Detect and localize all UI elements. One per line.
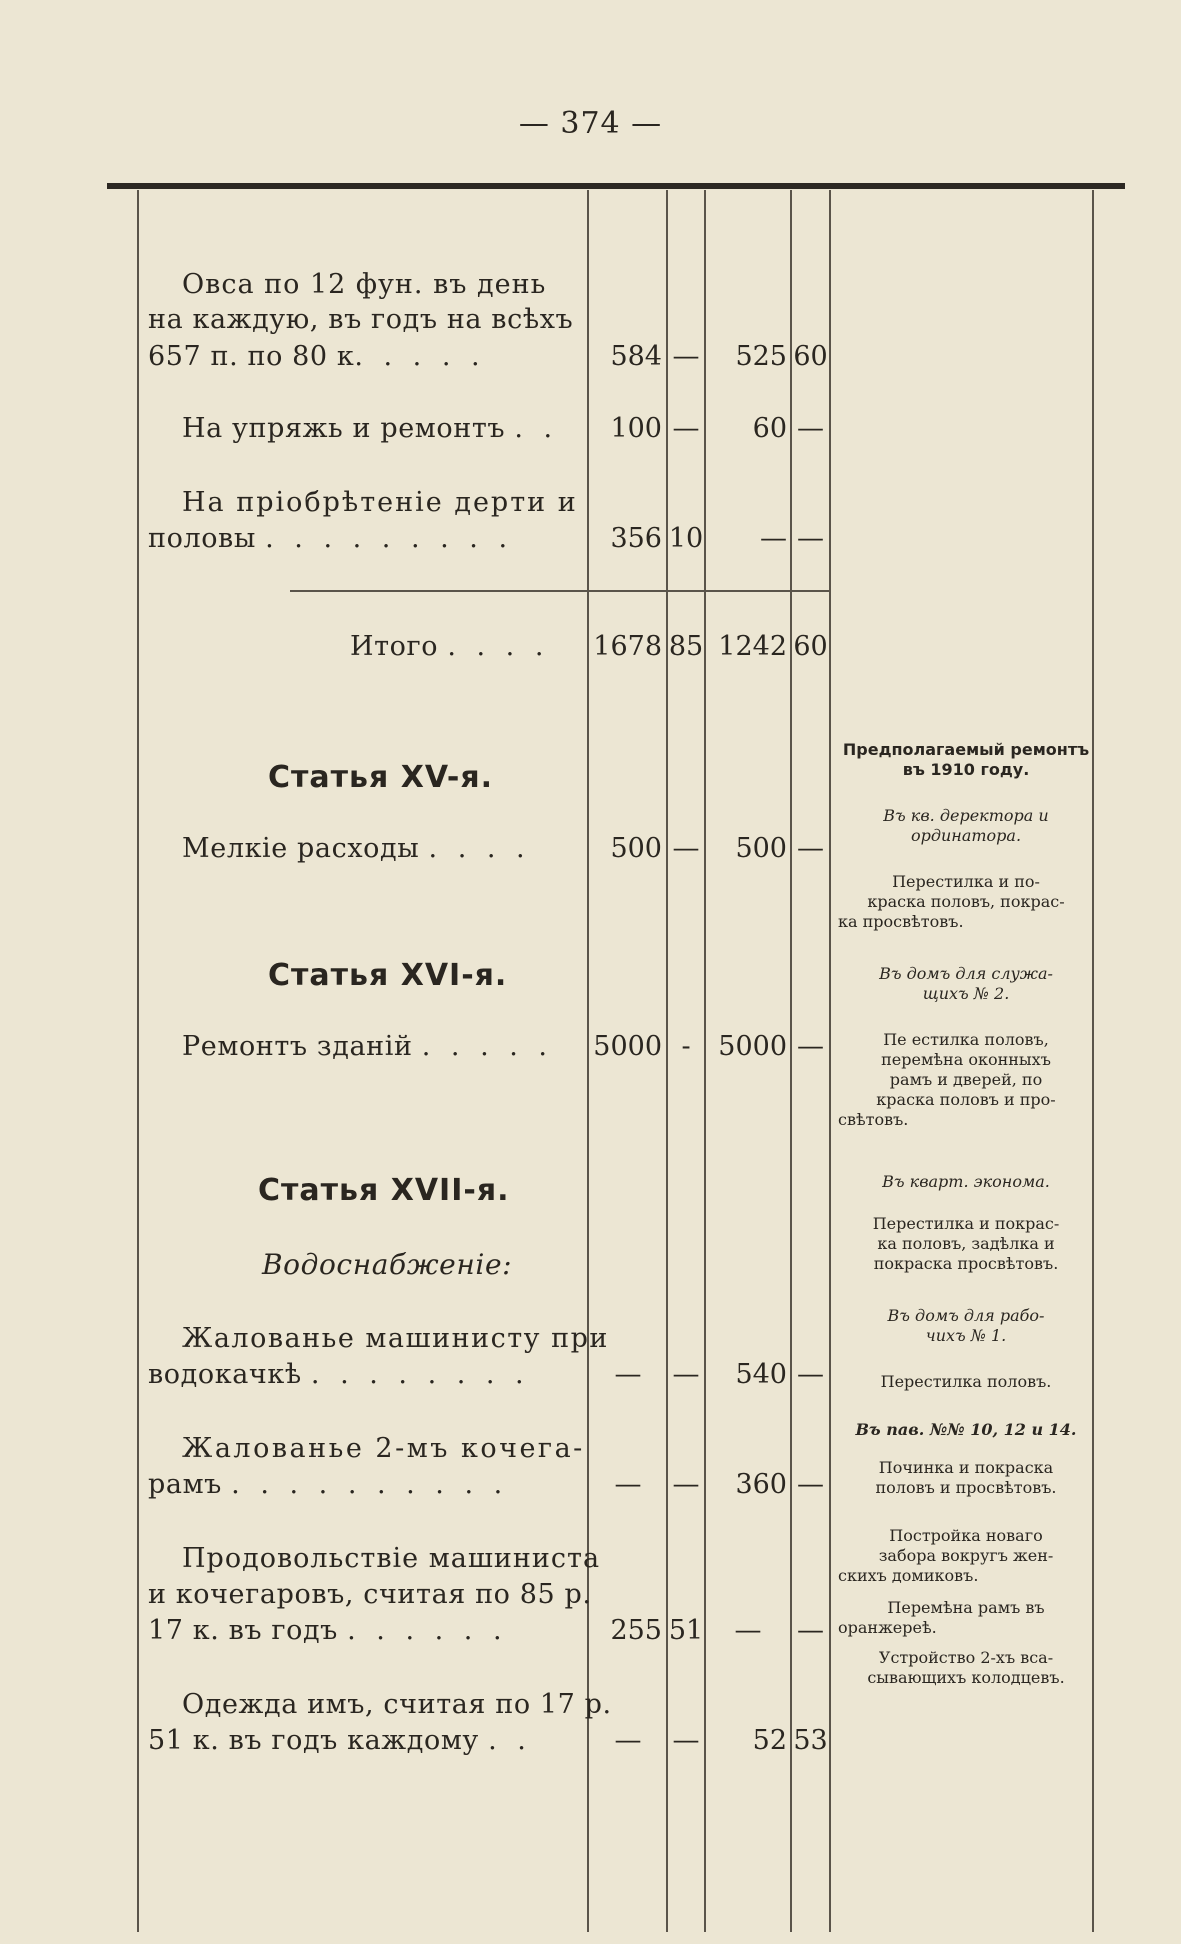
provisions-a-rub: 255 bbox=[610, 1615, 662, 1646]
provisions-b-kop: — bbox=[797, 1615, 824, 1646]
total-wrap bbox=[350, 630, 549, 664]
note-6-text-line-1: Постройка новаго bbox=[889, 1526, 1043, 1545]
total-a-rub: 1678 bbox=[593, 631, 662, 662]
note-4-place bbox=[838, 1306, 1094, 1346]
machinist-line-2: водокачкѣ bbox=[148, 1359, 302, 1390]
note-5-place-line-1: Въ пав. №№ 10, 12 и 14. bbox=[855, 1420, 1077, 1439]
harness-label: На упряжь и ремонтъ bbox=[182, 413, 506, 444]
hay-line-2-wrap bbox=[148, 522, 513, 556]
note-2-text-line-2: перемѣна оконныхъ bbox=[881, 1050, 1051, 1069]
machinist-dots: . . . . . . . . bbox=[310, 1359, 530, 1390]
stokers-line-2-wrap bbox=[148, 1468, 508, 1502]
oats-b-kop: 60 bbox=[793, 341, 828, 372]
note-7-text-line-2: оранжереѣ. bbox=[838, 1618, 937, 1637]
harness-a-kop: — bbox=[672, 413, 700, 444]
provisions-line-2: и кочегаровъ, считая по 85 р. bbox=[148, 1579, 592, 1610]
note-6-text bbox=[838, 1526, 1094, 1586]
note-8-text-line-1: Устройство 2-хъ вса- bbox=[878, 1648, 1054, 1667]
note-5-place bbox=[838, 1420, 1094, 1440]
note-3-text-line-3: покраска просвѣтовъ. bbox=[873, 1254, 1059, 1273]
repair-wrap bbox=[182, 1030, 553, 1064]
note-6-text-line-3: скихъ домиковъ. bbox=[838, 1566, 979, 1585]
provisions-b-rub: — bbox=[734, 1615, 762, 1646]
article-16-title: Статья XVI-я. bbox=[268, 958, 508, 993]
hay-a-kop: 10 bbox=[668, 523, 704, 554]
clothing-dots: . . bbox=[488, 1725, 532, 1756]
subtotal-rule bbox=[290, 590, 829, 592]
note-1-text-line-2: краска половъ, покрас- bbox=[867, 892, 1065, 911]
note-3-place-line-1: Въ кварт. эконома. bbox=[882, 1172, 1050, 1191]
hay-line-1: На пріобрѣтеніе дерти и bbox=[182, 487, 578, 518]
provisions-a-kop: 51 bbox=[668, 1615, 704, 1646]
small-a-rub: 500 bbox=[610, 833, 662, 864]
note-1-text-line-3: ка просвѣтовъ. bbox=[838, 912, 964, 931]
clothing-a-rub: — bbox=[614, 1725, 642, 1756]
note-4-text bbox=[838, 1372, 1094, 1392]
total-b-kop: 60 bbox=[793, 631, 828, 662]
note-5-text bbox=[838, 1458, 1094, 1498]
hay-line-2: половы bbox=[148, 523, 256, 554]
note-3-place bbox=[838, 1172, 1094, 1192]
total-label: Итого bbox=[350, 631, 439, 662]
stokers-line-1: Жалованье 2-мъ кочега- bbox=[182, 1433, 585, 1464]
oats-a-kop: — bbox=[672, 341, 700, 372]
stokers-b-kop: — bbox=[797, 1469, 824, 1500]
note-3-text bbox=[838, 1214, 1094, 1274]
article-15-title: Статья XV-я. bbox=[268, 760, 493, 795]
provisions-line-1: Продовольствіе машиниста bbox=[182, 1543, 601, 1574]
clothing-b-rub: 52 bbox=[752, 1725, 787, 1756]
repair-dots: . . . . . bbox=[421, 1031, 554, 1062]
stokers-a-kop: — bbox=[672, 1469, 700, 1500]
column-rule-b-kop bbox=[829, 190, 831, 1932]
small-wrap bbox=[182, 832, 531, 866]
repair-a-rub: 5000 bbox=[593, 1031, 662, 1062]
oats-dots: . . . . . bbox=[354, 341, 486, 372]
note-2-text-line-4: краска половъ и про- bbox=[876, 1090, 1056, 1109]
notes-head-line-2: въ 1910 году. bbox=[902, 760, 1030, 779]
oats-b-rub: 525 bbox=[735, 341, 787, 372]
hay-dots: . . . . . . . . . bbox=[265, 523, 514, 554]
clothing-line-1: Одежда имъ, считая по 17 р. bbox=[182, 1689, 612, 1720]
note-2-place-line-2: щихъ № 2. bbox=[922, 984, 1010, 1003]
machinist-line-2-wrap bbox=[148, 1358, 530, 1392]
note-2-text bbox=[838, 1030, 1094, 1130]
note-8-text-line-2: сывающихъ колодцевъ. bbox=[867, 1668, 1065, 1687]
clothing-b-kop: 53 bbox=[793, 1725, 828, 1756]
oats-line-3-wrap bbox=[148, 340, 486, 374]
note-7-text bbox=[838, 1598, 1094, 1638]
note-2-text-line-5: свѣтовъ. bbox=[838, 1110, 909, 1129]
small-b-rub: 500 bbox=[735, 833, 787, 864]
stokers-a-rub: — bbox=[614, 1469, 642, 1500]
small-label: Мелкіе расходы bbox=[182, 833, 420, 864]
note-2-text-line-1: Пе естилка половъ, bbox=[883, 1030, 1049, 1049]
note-3-text-line-1: Перестилка и покрас- bbox=[872, 1214, 1060, 1233]
note-7-text-line-1: Перемѣна рамъ въ bbox=[887, 1598, 1045, 1617]
provisions-line-3-wrap bbox=[148, 1614, 508, 1648]
repair-label: Ремонтъ зданій bbox=[182, 1031, 413, 1062]
machinist-a-rub: — bbox=[614, 1359, 642, 1390]
page-number: — 374 — bbox=[518, 106, 663, 141]
oats-line-3: 657 п. по 80 к bbox=[148, 341, 355, 372]
provisions-line-3: 17 к. въ годъ bbox=[148, 1615, 338, 1646]
oats-line-1: Овса по 12 фун. въ день bbox=[182, 269, 547, 300]
article-17-subtitle: Водоснабженіе: bbox=[262, 1248, 513, 1281]
oats-a-rub: 584 bbox=[610, 341, 662, 372]
harness-b-kop: — bbox=[797, 413, 824, 444]
notes-head bbox=[838, 740, 1094, 780]
hay-a-rub: 356 bbox=[610, 523, 662, 554]
note-4-text-line-1: Перестилка половъ. bbox=[880, 1372, 1052, 1391]
stokers-line-2: рамъ bbox=[148, 1469, 222, 1500]
note-1-place-line-1: Въ кв. деректора и bbox=[883, 806, 1049, 825]
note-4-place-line-2: чихъ № 1. bbox=[925, 1326, 1007, 1345]
total-a-kop: 85 bbox=[668, 631, 704, 662]
article-17-title: Статья XVII-я. bbox=[258, 1173, 510, 1208]
total-b-rub: 1242 bbox=[718, 631, 787, 662]
top-rule bbox=[107, 183, 1125, 189]
stokers-dots: . . . . . . . . . . bbox=[231, 1469, 509, 1500]
hay-b-rub: — bbox=[760, 523, 787, 554]
harness-wrap bbox=[182, 412, 558, 446]
machinist-b-rub: 540 bbox=[735, 1359, 787, 1390]
hay-b-kop: — bbox=[797, 523, 824, 554]
repair-b-rub: 5000 bbox=[718, 1031, 787, 1062]
harness-dots: . . bbox=[514, 413, 559, 444]
stokers-b-rub: 360 bbox=[735, 1469, 787, 1500]
total-dots: . . . . bbox=[447, 631, 550, 662]
note-2-text-line-3: рамъ и дверей, по bbox=[889, 1070, 1043, 1089]
note-1-place bbox=[838, 806, 1094, 846]
clothing-line-2: 51 к. въ годъ каждому bbox=[148, 1725, 479, 1756]
note-1-text-line-1: Перестилка и по- bbox=[892, 872, 1040, 891]
note-2-place bbox=[838, 964, 1094, 1004]
machinist-line-1: Жалованье машинисту при bbox=[182, 1323, 609, 1354]
harness-b-rub: 60 bbox=[752, 413, 787, 444]
small-a-kop: — bbox=[672, 833, 700, 864]
small-b-kop: — bbox=[797, 833, 824, 864]
provisions-dots: . . . . . . bbox=[347, 1615, 508, 1646]
note-3-text-line-2: ка половъ, задѣлка и bbox=[877, 1234, 1055, 1253]
notes-head-line-1: Предполагаемый ремонтъ bbox=[842, 740, 1090, 759]
clothing-a-kop: — bbox=[672, 1725, 700, 1756]
note-5-text-line-2: половъ и просвѣтовъ. bbox=[875, 1478, 1057, 1497]
machinist-b-kop: — bbox=[797, 1359, 824, 1390]
column-rule-left bbox=[137, 190, 139, 1932]
note-6-text-line-2: забора вокругъ жен- bbox=[878, 1546, 1054, 1565]
harness-a-rub: 100 bbox=[610, 413, 662, 444]
oats-line-2: на каждую, въ годъ на всѣхъ bbox=[148, 304, 574, 335]
note-2-place-line-1: Въ домъ для служа- bbox=[879, 964, 1053, 983]
machinist-a-kop: — bbox=[672, 1359, 700, 1390]
note-1-place-line-2: ординатора. bbox=[910, 826, 1022, 845]
note-8-text bbox=[838, 1648, 1094, 1688]
repair-a-kop: - bbox=[681, 1031, 691, 1062]
note-4-place-line-1: Въ домъ для рабо- bbox=[887, 1306, 1045, 1325]
column-rule-label-end bbox=[587, 190, 589, 1932]
note-5-text-line-1: Починка и покраска bbox=[878, 1458, 1054, 1477]
clothing-line-2-wrap bbox=[148, 1724, 532, 1758]
note-1-text bbox=[838, 872, 1094, 932]
small-dots: . . . . bbox=[428, 833, 531, 864]
repair-b-kop: — bbox=[797, 1031, 824, 1062]
